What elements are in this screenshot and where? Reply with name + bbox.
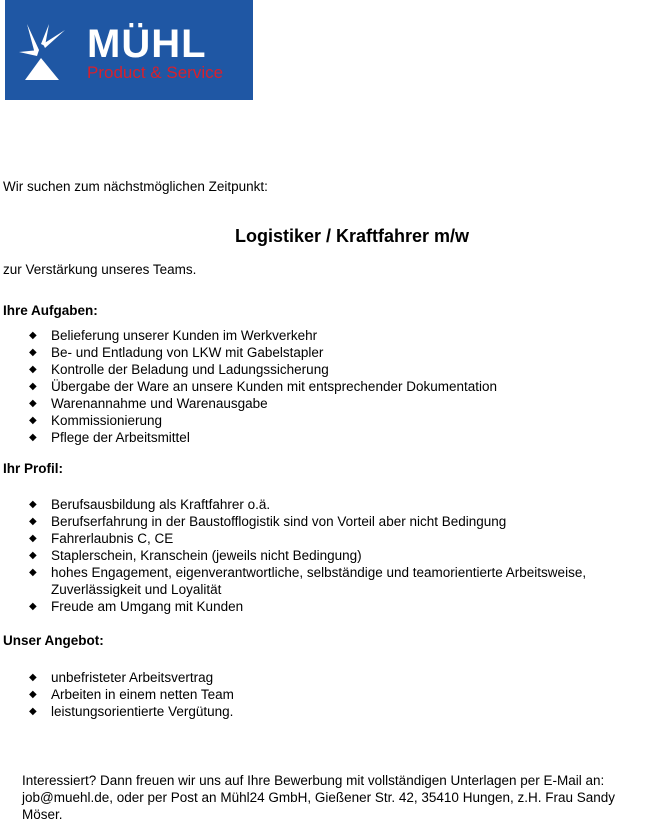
list-item: [29, 513, 649, 530]
profil-list: [29, 496, 649, 615]
list-item: [29, 669, 649, 686]
list-item-text: leistungsorientierte Vergütung.: [51, 704, 234, 719]
logo-tagline: Product & Service: [87, 63, 224, 82]
list-item: [29, 686, 649, 703]
list-item: [29, 327, 649, 344]
application-note: Interessiert? Dann freuen wir uns auf Ihre Bewerbung mit vollständigen Unterlagen per E-Mail an: job@muehl.de, oder per Post an Mühl24 GmbH, Gießener Str. 42, 35410 Hungen, z.H. Frau Sandy Möser.: [22, 773, 616, 822]
bullet-diamond-icon: ◆: [29, 499, 37, 510]
list-item: [29, 378, 649, 395]
list-item-text: Berufserfahrung in der Baustofflogistik sind von Vorteil aber nicht Bedingung: [51, 514, 507, 529]
aufgaben-list: [29, 327, 649, 446]
bullet-diamond-icon: ◆: [29, 689, 37, 700]
bullet-diamond-icon: ◆: [29, 567, 37, 578]
list-item: [29, 429, 649, 446]
bullet-diamond-icon: ◆: [29, 516, 37, 527]
list-item-text: Be- und Entladung von LKW mit Gabelstapler: [51, 345, 324, 360]
bullet-diamond-icon: ◆: [29, 533, 37, 544]
list-item: [29, 361, 649, 378]
list-item: [29, 703, 649, 720]
profil-heading: Ihr Profil:: [3, 461, 63, 476]
list-item: [29, 496, 649, 513]
bullet-diamond-icon: ◆: [29, 330, 37, 341]
bullet-diamond-icon: ◆: [29, 364, 37, 375]
list-item-text: Kommissionierung: [51, 413, 163, 428]
bullet-diamond-icon: ◆: [29, 672, 37, 683]
list-item: [29, 530, 649, 547]
bullet-diamond-icon: ◆: [29, 381, 37, 392]
list-item: [29, 598, 649, 615]
list-item-text: Warenannahme und Warenausgabe: [51, 396, 268, 411]
list-item-text: Kontrolle der Beladung und Ladungssicherung: [51, 362, 329, 377]
list-item-text: hohes Engagement, eigenverantwortliche, selbständige und teamorientierte Arbeitsweise, Zuverlässigkeit und Loyalität: [51, 565, 587, 597]
list-item: [29, 547, 649, 564]
bullet-diamond-icon: ◆: [29, 601, 37, 612]
list-item-text: Fahrerlaubnis C, CE: [51, 531, 174, 546]
job-title: Logistiker / Kraftfahrer m/w: [234, 226, 470, 246]
angebot-list: [29, 669, 649, 720]
company-logo: [5, 0, 253, 100]
list-item-text: Freude am Umgang mit Kunden: [51, 599, 244, 614]
bullet-diamond-icon: ◆: [29, 347, 37, 358]
bullet-diamond-icon: ◆: [29, 432, 37, 443]
list-item-text: Staplerschein, Kranschein (jeweils nicht Bedingung): [51, 548, 362, 563]
list-item-text: Arbeiten in einem netten Team: [51, 687, 234, 702]
list-item-text: Belieferung unserer Kunden im Werkverkehr: [51, 328, 318, 343]
angebot-heading: Unser Angebot:: [3, 633, 104, 648]
logo-wordmark: MÜHL: [87, 22, 207, 66]
list-item-text: Übergabe der Ware an unsere Kunden mit entsprechender Dokumentation: [51, 379, 498, 394]
bullet-diamond-icon: ◆: [29, 415, 37, 426]
list-item: [29, 564, 649, 598]
bullet-diamond-icon: ◆: [29, 706, 37, 717]
list-item: [29, 395, 649, 412]
list-item: [29, 412, 649, 429]
intro-text: Wir suchen zum nächstmöglichen Zeitpunkt:: [3, 179, 268, 194]
subtitle-text: zur Verstärkung unseres Teams.: [3, 262, 197, 277]
list-item-text: unbefristeter Arbeitsvertrag: [51, 670, 214, 685]
list-item: [29, 344, 649, 361]
list-item-text: Pflege der Arbeitsmittel: [51, 430, 190, 445]
list-item-text: Berufsausbildung als Kraftfahrer o.ä.: [51, 497, 271, 512]
aufgaben-heading: Ihre Aufgaben:: [3, 303, 98, 318]
bullet-diamond-icon: ◆: [29, 398, 37, 409]
windmill-logo-icon: [5, 0, 85, 100]
bullet-diamond-icon: ◆: [29, 550, 37, 561]
